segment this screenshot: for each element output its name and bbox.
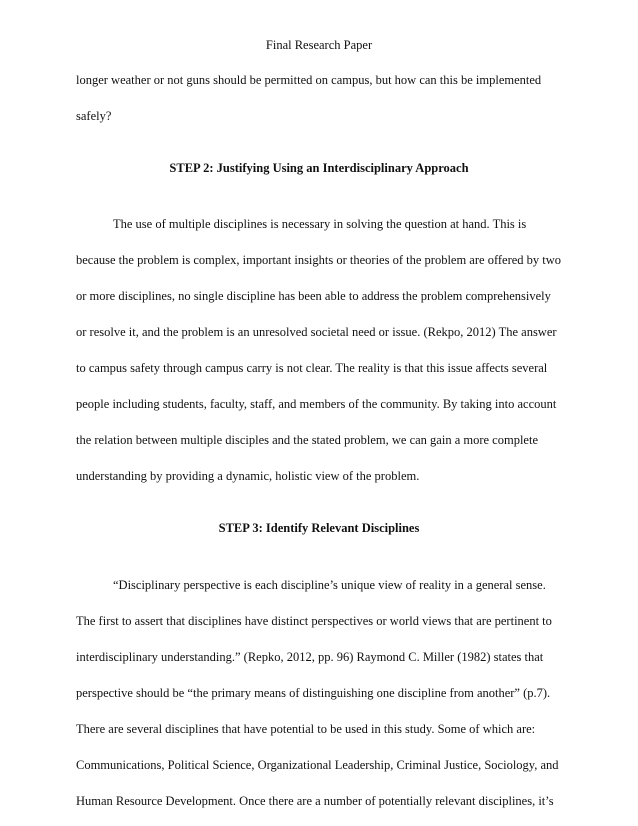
step3-line-1: “Disciplinary perspective is each discipline’s unique view of reality in a general sense.: [113, 578, 546, 592]
running-header: Final Research Paper: [265, 38, 373, 52]
section-heading-step-3: STEP 3: Identify Relevant Disciplines: [218, 521, 420, 535]
step2-line-5: to campus safety through campus carry is not clear. The reality is that this issue affects several: [76, 361, 548, 375]
step3-line-3: interdisciplinary understanding.” (Repko, 2012, pp. 96) Raymond C. Miller (1982) states that: [76, 650, 544, 664]
step3-line-7: Human Resource Development. Once there are a number of potentially relevant disciplines, it’s: [76, 794, 554, 808]
intro-line-1: longer weather or not guns should be permitted on campus, but how can this be implemented: [76, 73, 542, 87]
intro-line-2: safely?: [76, 109, 112, 123]
step3-line-6: Communications, Political Science, Organizational Leadership, Criminal Justice, Sociology, and: [76, 758, 559, 772]
step2-line-6: people including students, faculty, staff, and members of the community. By taking into account: [76, 397, 557, 411]
step3-line-2: The first to assert that disciplines have distinct perspectives or world views that are pertinent to: [76, 614, 552, 628]
step2-line-8: understanding by providing a dynamic, holistic view of the problem.: [76, 469, 420, 483]
step3-line-5: There are several disciplines that have potential to be used in this study. Some of which are:: [76, 722, 536, 736]
step3-line-4: perspective should be “the primary means of distinguishing one discipline from another” (p.7).: [76, 686, 551, 700]
step2-line-7: the relation between multiple disciples and the stated problem, we can gain a more complete: [76, 433, 538, 447]
step2-line-3: or more disciplines, no single discipline has been able to address the problem comprehensively: [76, 289, 551, 303]
section-heading-step-2: STEP 2: Justifying Using an Interdisciplinary Approach: [169, 161, 469, 175]
step2-line-1: The use of multiple disciplines is necessary in solving the question at hand. This is: [113, 217, 527, 231]
step2-line-2: because the problem is complex, important insights or theories of the problem are offered by two: [76, 253, 562, 267]
step2-line-4: or resolve it, and the problem is an unresolved societal need or issue. (Rekpo, 2012) The answer: [76, 325, 557, 339]
